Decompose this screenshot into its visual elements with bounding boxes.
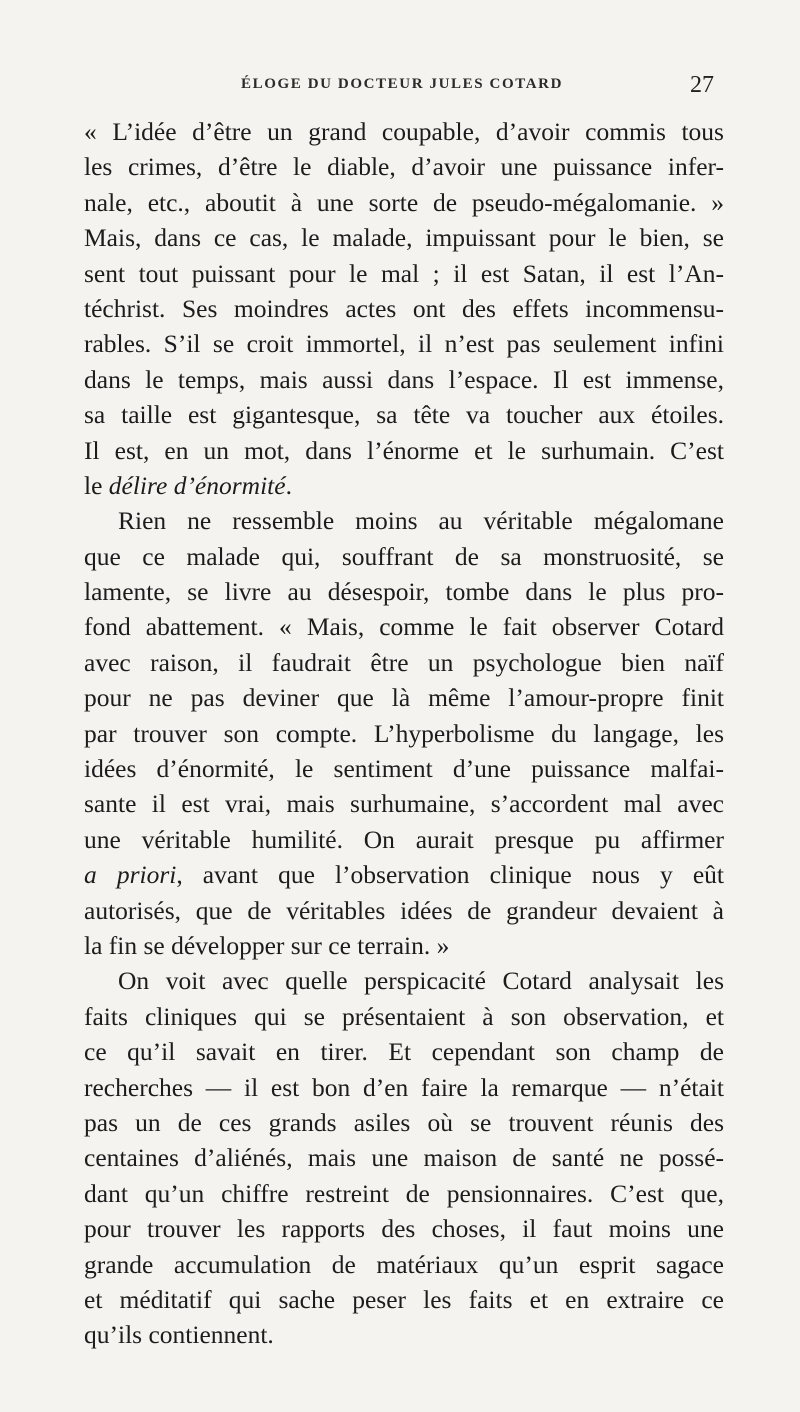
text-line: Mais, dans ce cas, le malade, impuissant pour le bien, se	[84, 223, 724, 253]
text-line: autorisés, que de véritables idées de grandeur devaient à	[84, 895, 724, 925]
text-line: les crimes, d’être le diable, d’avoir une puissance infer-	[84, 152, 724, 182]
text-line: « L’idée d’être un grand coupable, d’avoir commis tous	[84, 117, 724, 146]
italic-term: délire d’énormité	[108, 470, 286, 500]
text-line: recherches — il est bon d’en faire la remarque — n’était	[84, 1072, 724, 1102]
text-line	[84, 857, 724, 892]
paragraph	[84, 503, 724, 963]
text-run: , avant que l’observation clinique nous y eût	[176, 860, 724, 890]
body-text	[84, 114, 724, 1353]
text-line: Rien ne ressemble moins au véritable mégalomane	[118, 506, 724, 536]
text-line: avec raison, il faudrait être un psychologue bien naïf	[84, 647, 724, 677]
text-line: que ce malade qui, souffrant de sa monstruosité, se	[84, 541, 724, 571]
text-line: par trouver son compte. L’hyperbolisme du langage, les	[84, 718, 724, 748]
text-line: dant qu’un chiffre restreint de pensionnaires. C’est que,	[84, 1178, 724, 1208]
text-line: sa taille est gigantesque, sa tête va toucher aux étoiles.	[84, 400, 724, 430]
paragraph	[84, 963, 724, 1352]
text-line: qu’ils contiennent.	[84, 1320, 274, 1350]
text-line: pour ne pas deviner que là même l’amour-propre finit	[84, 683, 724, 713]
text-line: lamente, se livre au désespoir, tombe dans le plus pro-	[84, 577, 724, 607]
text-line: téchrist. Ses moindres actes ont des effets incommensu-	[84, 293, 724, 323]
text-line: faits cliniques qui se présentaient à son observation, et	[84, 1001, 724, 1031]
page-header	[84, 72, 720, 106]
text-line: centaines d’aliénés, mais une maison de santé ne possé-	[84, 1143, 724, 1173]
text-line: grande accumulation de matériaux qu’un esprit sagace	[84, 1249, 724, 1279]
text-line: Il est, en un mot, dans l’énorme et le surhumain. C’est	[84, 435, 724, 465]
text-line: rables. S’il se croit immortel, il n’est pas seulement infini	[84, 329, 724, 359]
text-line: nale, etc., aboutit à une sorte de pseudo-mégalomanie. »	[84, 187, 724, 217]
text-line: idées d’énormité, le sentiment d’une puissance malfai-	[84, 754, 724, 784]
text-line	[84, 468, 724, 503]
paragraph	[84, 114, 724, 503]
text-line: fond abattement. « Mais, comme le fait observer Cotard	[84, 612, 724, 642]
text-run: le	[84, 470, 109, 500]
text-run: .	[285, 470, 292, 500]
text-line: pour trouver les rapports des choses, il faut moins une	[84, 1214, 724, 1244]
italic-term: a priori	[84, 860, 177, 890]
text-line: sent tout puissant pour le mal ; il est Satan, il est l’An-	[84, 258, 724, 288]
text-line: et méditatif qui sache peser les faits et en extraire ce	[84, 1284, 724, 1314]
text-line: une véritable humilité. On aurait presque pu affirmer	[84, 824, 724, 854]
text-line: pas un de ces grands asiles où se trouvent réunis des	[84, 1107, 724, 1137]
page-number: 27	[690, 72, 714, 98]
text-line: sante il est vrai, mais surhumaine, s’accordent mal avec	[84, 789, 724, 819]
text-line: On voit avec quelle perspicacité Cotard analysait les	[118, 966, 724, 996]
running-title: ÉLOGE DU DOCTEUR JULES COTARD	[241, 76, 563, 92]
text-line: dans le temps, mais aussi dans l’espace. Il est immense,	[84, 364, 724, 394]
text-line: ce qu’il savait en tirer. Et cependant son champ de	[84, 1037, 724, 1067]
text-line: la fin se développer sur ce terrain. »	[84, 930, 450, 960]
